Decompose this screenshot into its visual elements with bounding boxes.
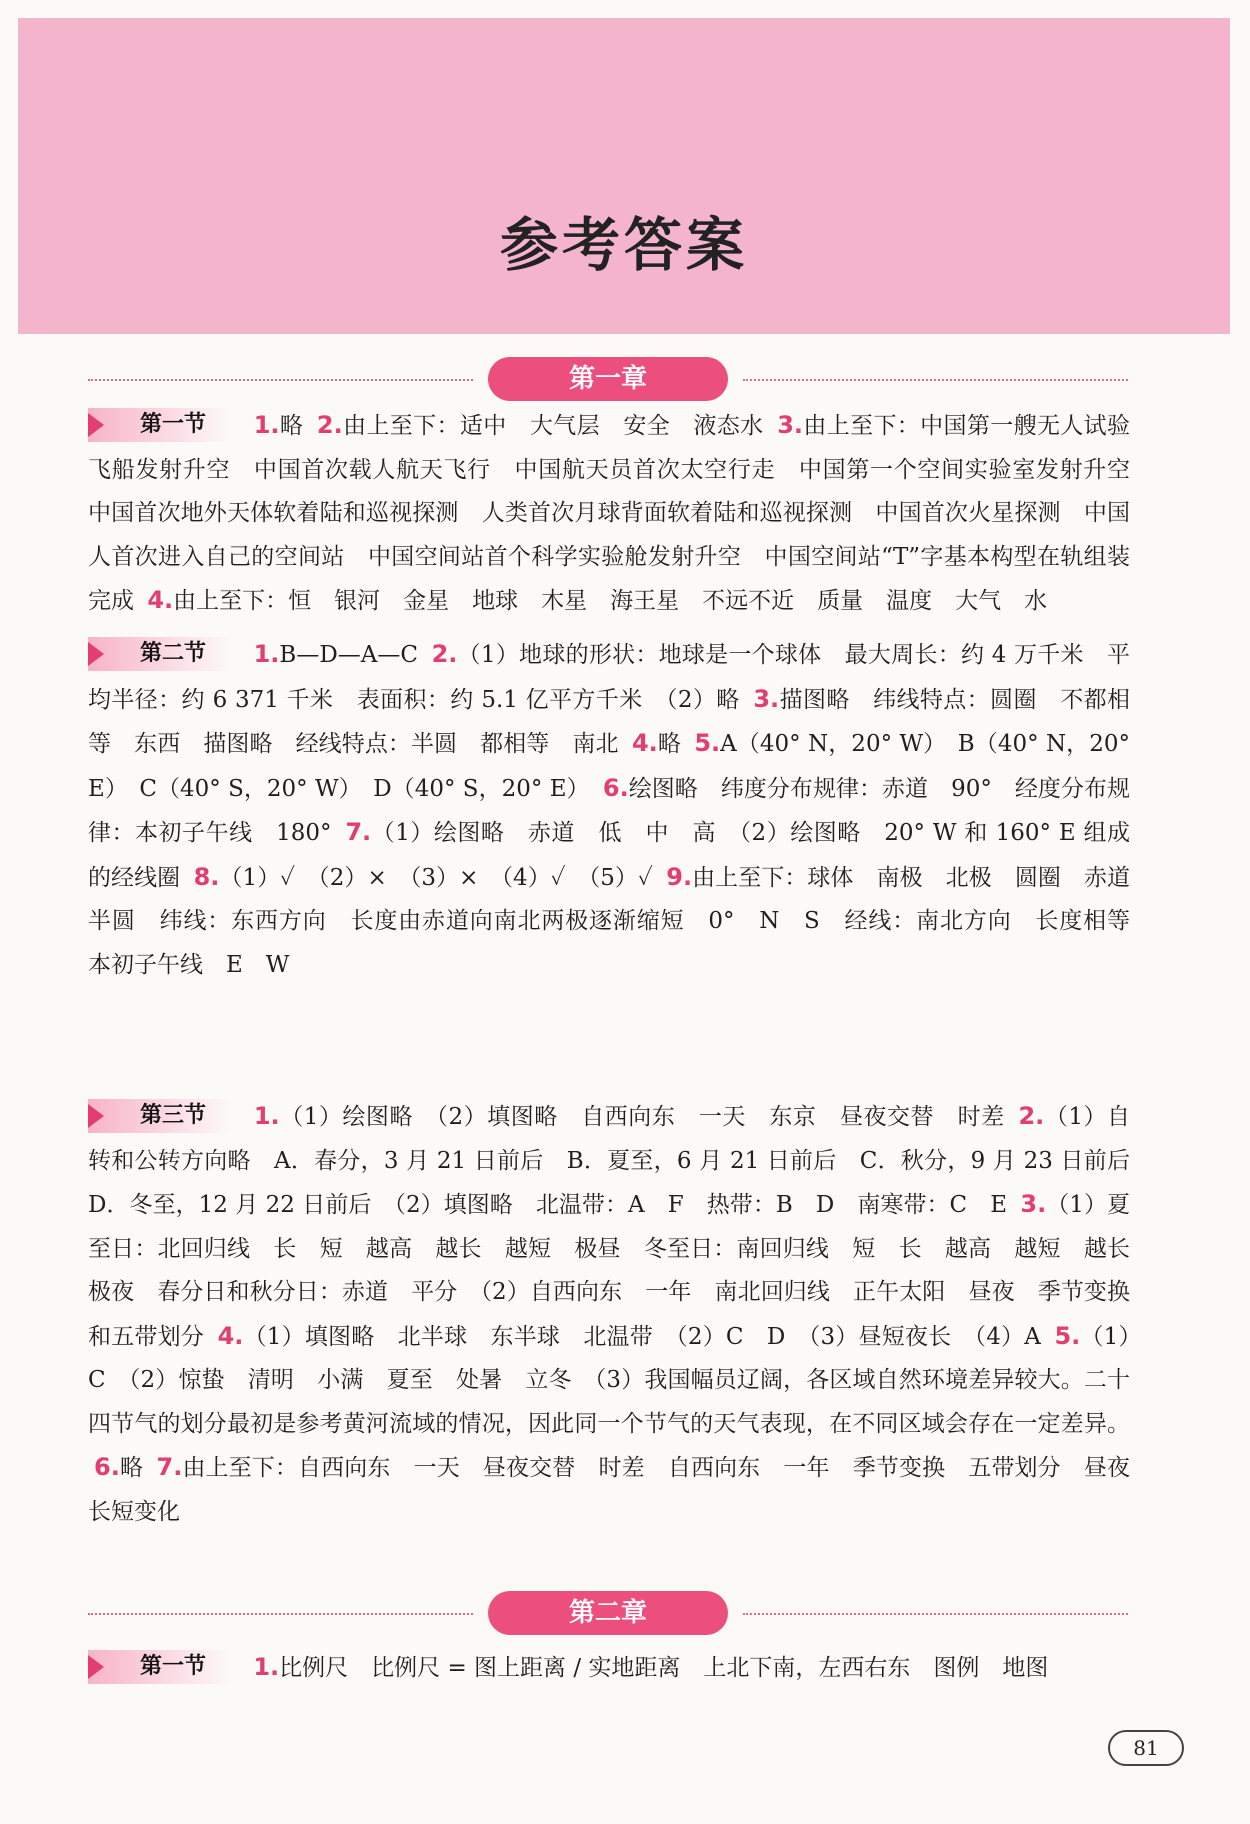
answer-text: 由上至下：恒 银河 金星 地球 木星 海王星 不远不近 质量 温度 大气 水 — [173, 588, 1048, 614]
answer-number: 3. — [753, 684, 780, 713]
answer-text: 由上至下：球体 南极 北极 圆圈 赤道 半圆 纬线：东西方向 长度由赤道向南北两极逐渐缩短 0° N S 经线：南北方向 长度相等 本初子午线 E W — [88, 864, 1154, 978]
answer-text: （1）自转和公转方向略 A．春分，3 月 21 日前后 B．夏至，6 月 21 日前后 C．秋分，9 月 23 日前后 D．冬至，12 月 22 日前后 （2）填图略 北温带：A F 热带：B D 南寒带：C E — [88, 1104, 1153, 1218]
answer-number: 4. — [631, 729, 658, 757]
answer-text: （1）填图略 北半球 东半球 北温带 （2）C D （3）昼短夜长 （4）A — [243, 1323, 1041, 1350]
section-tag: 第三节 — [88, 1099, 232, 1133]
answer-text: 绘图略 纬度分布规律：赤道 90° 经度分布规律：本初子午线 180° — [88, 775, 1130, 846]
section-tag: 第二节 — [88, 637, 232, 671]
answer-number: 3. — [1020, 1190, 1047, 1218]
answer-number: 6. — [602, 773, 629, 802]
divider-dots-left — [88, 1613, 473, 1615]
answer-number: 7. — [156, 1453, 183, 1481]
triangle-icon — [88, 1104, 104, 1128]
answer-text: 略 — [279, 413, 304, 439]
answer-text: 由上至下：适中 大气层 安全 液态水 — [342, 413, 764, 439]
chapter-divider-2 — [88, 1591, 1128, 1635]
answer-number: 5. — [1054, 1321, 1081, 1350]
answer-text: （1）绘图略 赤道 低 中 高 （2）绘图略 20° W 和 160° E 组成的经线圈 — [88, 820, 1131, 891]
answer-number: 4. — [147, 586, 174, 614]
answer-number: 6. — [94, 1453, 120, 1481]
divider-dots-right — [743, 379, 1128, 381]
answer-number: 9. — [666, 862, 693, 891]
answer-number: 2. — [431, 640, 458, 668]
answer-number: 4. — [217, 1321, 244, 1350]
answer-number: 1. — [253, 640, 280, 668]
answer-text: A（40° N，20° W） B（40° N，20° E） C（40° S，20° W） D（40° S，20° E） — [88, 731, 1131, 802]
answer-text: 由上至下：自西向东 一天 昼夜交替 时差 自西向东 一年 季节变换 五带划分 昼夜长短变化 — [88, 1455, 1131, 1525]
section-tag: 第一节 — [88, 1650, 232, 1684]
answer-text: （1）✓ （2）× （3）× （4）✓ （5）✓ — [219, 864, 653, 891]
divider-dots-left — [88, 379, 473, 381]
answer-text: （1）C （2）惊蛰 清明 小满 夏至 处暑 立冬 （3）我国幅员辽阔，各区域自然环境差异较大。二十四节气的划分最初是参考黄河流域的情况，因此同一个节气的天气表现，在不同区域会存在一定差异。 — [88, 1323, 1131, 1437]
answer-number: 5. — [694, 729, 721, 757]
answer-text: 比例尺 比例尺 = 图上距离 / 实地距离 上北下南，左西右东 图例 地图 — [279, 1655, 1049, 1681]
chapter-divider-1 — [88, 357, 1128, 401]
answer-text: （1）夏至日：北回归线 长 短 越高 越长 越短 极昼 冬至日：南回归线 短 长 越高 越短 越长 极夜 春分日和秋分日：赤道 平分 （2）自西向东 一年 南北回归线 正午太阳 昼夜 季节变换和五带划分 — [88, 1192, 1153, 1350]
answer-number: 1. — [253, 1653, 280, 1681]
triangle-icon — [88, 1655, 104, 1679]
chapter-title-1: 第一章 — [488, 357, 728, 401]
divider-dots-right — [743, 1613, 1128, 1615]
answer-number: 1. — [253, 1102, 280, 1130]
answer-text: 描图略 纬线特点：圆圈 不都相等 东西 描图略 经线特点：半圆 都相等 南北 — [88, 686, 1130, 757]
header-banner — [18, 18, 1230, 334]
chapter1-section2 — [88, 633, 1154, 987]
page-title: 参考答案 — [499, 211, 748, 279]
chapter1-section1 — [88, 404, 1153, 624]
answer-text: 略 — [657, 731, 681, 757]
chapter1-section3 — [88, 1095, 1153, 1534]
answer-text: 略 — [119, 1455, 144, 1481]
answer-number: 8. — [193, 862, 220, 891]
triangle-icon — [88, 642, 104, 666]
answer-number: 2. — [1018, 1102, 1045, 1130]
answer-number: 1. — [253, 411, 280, 439]
section-tag: 第一节 — [88, 408, 232, 442]
answer-text: （1）地球的形状：地球是一个球体 最大周长：约 4 万千米 平均半径：约 6 371 千米 表面积：约 5.1 亿平方千米 （2）略 — [88, 642, 1131, 713]
page-number: 81 — [1108, 1730, 1184, 1766]
chapter2-section1 — [88, 1646, 1130, 1691]
answer-number: 3. — [777, 411, 804, 439]
answer-text: 由上至下：中国第一艘无人试验飞船发射升空 中国首次载人航天飞行 中国航天员首次太空行走 中国第一个空间实验室发射升空 中国首次地外天体软着陆和巡视探测 人类首次月球背面软着陆和巡视探测 中国首次火星探测 中国人首次进入自己的空间站 中国空间站首个科学实验舱发射升空 中国空间站“T”字基本构型在轨组装完成 — [88, 413, 1153, 614]
answer-text: B—D—A—C — [279, 642, 418, 668]
answer-text: （1）绘图略 （2）填图略 自西向东 一天 东京 昼夜交替 时差 — [279, 1104, 1005, 1130]
answer-number: 2. — [316, 411, 343, 439]
chapter-title-2: 第二章 — [488, 1591, 728, 1635]
triangle-icon — [88, 413, 104, 437]
answer-number: 7. — [345, 818, 372, 846]
